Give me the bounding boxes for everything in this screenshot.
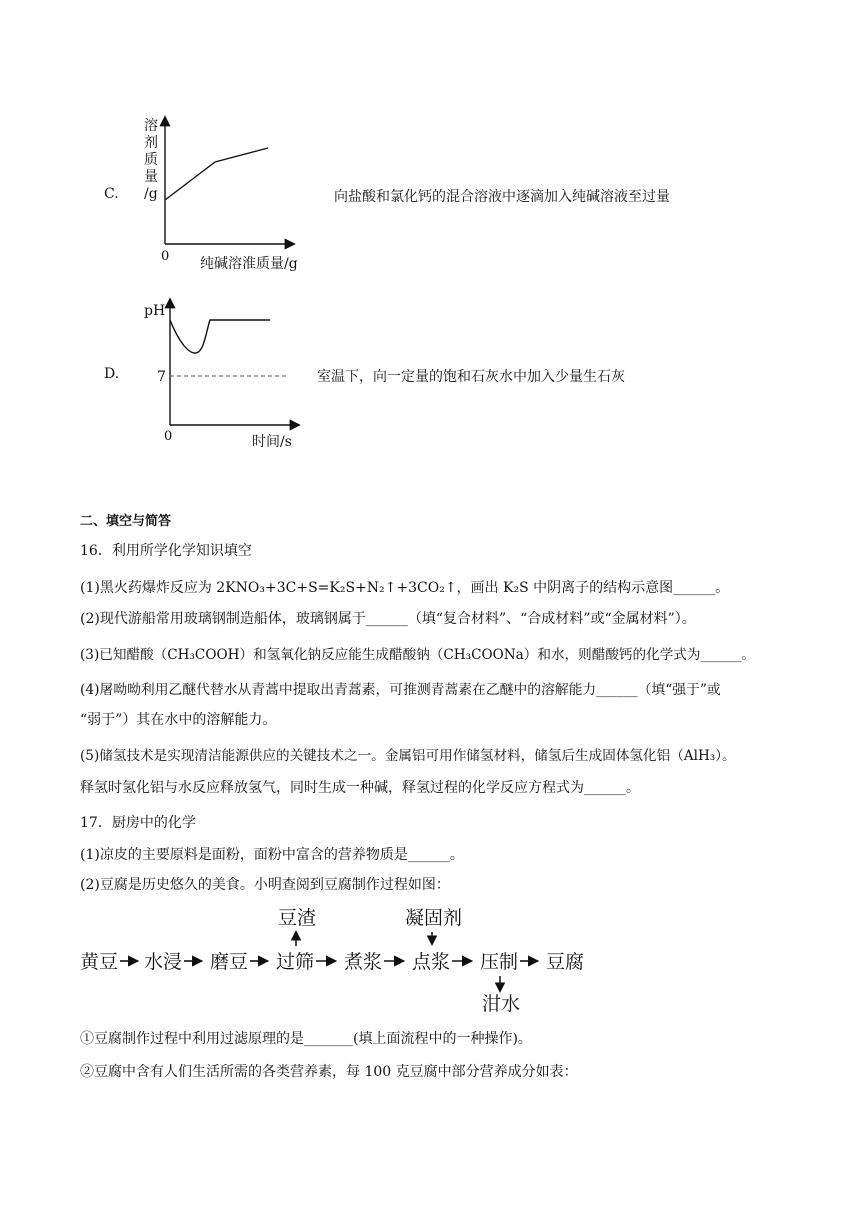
option-c-graph xyxy=(130,108,330,274)
q17-sub-1: ①豆腐制作过程中利用过滤原理的是_______(填上面流程中的一种操作)。 xyxy=(80,1031,532,1047)
option-c-ylabel-5: /g xyxy=(144,186,158,202)
option-c-curve xyxy=(165,148,268,200)
option-d-origin: 0 xyxy=(164,429,173,444)
option-d-ref-label: 7 xyxy=(157,369,166,385)
q16-item-5-cont: 释氢时氢化铝与水反应释放氢气，同时生成一种碱，释氢过程的化学反应方程式为______。 xyxy=(80,780,640,796)
q16-item-2: (2)现代游船常用玻璃钢制造船体，玻璃钢属于______（填“复合材料”、“合成材料”或“金属材料”）。 xyxy=(80,611,696,627)
option-c-description: 向盐酸和氯化钙的混合溶液中逐滴加入纯碱溶液至过量 xyxy=(334,189,670,205)
q17-sub-2: ②豆腐中含有人们生活所需的各类营养素，每 100 克豆腐中部分营养成分如表： xyxy=(80,1064,578,1080)
flow-byproduct-top: 豆渣 xyxy=(278,907,317,929)
q16-item-5: (5)储氢技术是实现清洁能源供应的关键技术之一。金属铝可用作储氢材料，储氢后生成固体氢化铝（AlH₃）。 xyxy=(80,748,736,764)
option-d-graph xyxy=(140,290,305,450)
flow-step-6: 点浆 xyxy=(412,951,451,973)
flow-step-7: 压制 xyxy=(480,951,519,973)
q17-item-1: (1)凉皮的主要原料是面粉，面粉中富含的营养物质是______。 xyxy=(80,847,464,863)
option-c-xlabel: 纯碱溶淮质量/g xyxy=(200,256,298,272)
q16-item-4-cont: “弱于”）其在水中的溶解能力。 xyxy=(80,712,277,728)
tofu-flow-diagram xyxy=(76,900,616,1018)
option-c-ylabel-1: 溶 xyxy=(144,118,158,134)
flow-step-2: 水浸 xyxy=(144,951,183,973)
option-d-xlabel: 时间/s xyxy=(252,434,292,450)
q17-title: 17．厨房中的化学 xyxy=(80,815,196,831)
flow-step-4: 过筛 xyxy=(276,951,315,973)
option-d-curve xyxy=(170,320,270,353)
option-c-origin: 0 xyxy=(161,249,170,264)
q16-item-3: (3)已知醋酸（CH₃COOH）和氢氧化钠反应能生成醋酸钠（CH₃COONa）和水，则醋酸钙的化学式为______。 xyxy=(80,647,755,663)
flow-byproduct-bottom: 泔水 xyxy=(482,993,521,1015)
q17-item-2: (2)豆腐是历史悠久的美食。小明查阅到豆腐制作过程如图： xyxy=(80,877,450,893)
option-c-ylabel-2: 剂 xyxy=(144,135,158,151)
option-c-label: C. xyxy=(104,186,119,202)
q16-title: 16．利用所学化学知识填空 xyxy=(80,543,252,559)
flow-step-1: 黄豆 xyxy=(80,951,119,973)
option-c-ylabel-4: 量 xyxy=(144,169,158,185)
flow-step-3: 磨豆 xyxy=(210,951,249,973)
option-d-description: 室温下，向一定量的饱和石灰水中加入少量生石灰 xyxy=(317,369,625,385)
flow-step-5: 煮浆 xyxy=(344,951,383,973)
q16-item-4: (4)屠呦呦利用乙醚代替水从青蒿中提取出青蒿素，可推测青蒿素在乙醚中的溶解能力______（填“强于”或 xyxy=(80,682,721,698)
flow-step-8: 豆腐 xyxy=(546,951,585,973)
section-title: 二、填空与简答 xyxy=(80,514,172,529)
option-d-ylabel: pH xyxy=(144,303,166,319)
option-c-ylabel-3: 质 xyxy=(144,152,158,168)
q16-item-1: (1)黑火药爆炸反应为 2KNO₃+3C+S=K₂S+N₂↑+3CO₂↑，画出 K₂S 中阴离子的结构示意图______。 xyxy=(80,580,730,596)
option-d-label: D. xyxy=(104,366,120,382)
flow-input-top: 凝固剂 xyxy=(405,907,463,929)
